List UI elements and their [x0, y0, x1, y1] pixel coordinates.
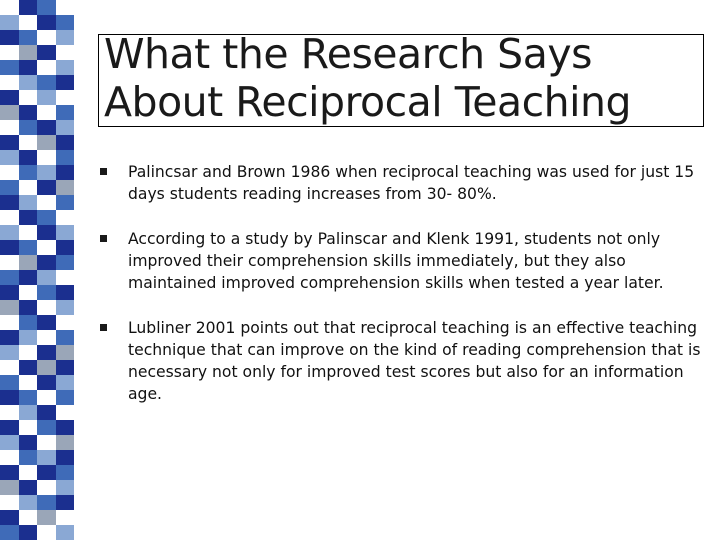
stripe-tile [37, 465, 56, 480]
stripe-tile [56, 0, 75, 15]
stripe-tile [37, 15, 56, 30]
stripe-tile [19, 435, 38, 450]
stripe-row [0, 150, 74, 165]
stripe-tile [37, 0, 56, 15]
stripe-row [0, 390, 74, 405]
stripe-tile [56, 165, 75, 180]
stripe-tile [0, 75, 19, 90]
stripe-row [0, 360, 74, 375]
stripe-tile [56, 510, 75, 525]
stripe-tile [0, 165, 19, 180]
stripe-row [0, 90, 74, 105]
stripe-tile [19, 360, 38, 375]
stripe-tile [37, 195, 56, 210]
stripe-row [0, 240, 74, 255]
stripe-tile [19, 30, 38, 45]
stripe-tile [0, 375, 19, 390]
bullet-item [96, 317, 706, 405]
stripe-row [0, 15, 74, 30]
stripe-tile [56, 285, 75, 300]
stripe-tile [37, 105, 56, 120]
stripe-tile [0, 420, 19, 435]
stripe-row [0, 60, 74, 75]
stripe-row [0, 315, 74, 330]
stripe-tile [19, 0, 38, 15]
stripe-tile [19, 225, 38, 240]
stripe-tile [37, 450, 56, 465]
stripe-tile [37, 150, 56, 165]
stripe-tile [56, 315, 75, 330]
stripe-tile [37, 405, 56, 420]
stripe-tile [19, 135, 38, 150]
stripe-tile [0, 465, 19, 480]
stripe-row [0, 420, 74, 435]
stripe-tile [56, 345, 75, 360]
bullet-text: According to a study by Palinscar and Klenk 1991, students not only improved their comprehension skills immediately, but they also maintained improved comprehension skills when tested a year later. [128, 230, 664, 292]
stripe-tile [37, 315, 56, 330]
stripe-tile [19, 330, 38, 345]
stripe-tile [0, 135, 19, 150]
stripe-tile [56, 105, 75, 120]
stripe-tile [56, 240, 75, 255]
stripe-tile [37, 300, 56, 315]
stripe-tile [56, 465, 75, 480]
stripe-tile [56, 60, 75, 75]
stripe-tile [56, 375, 75, 390]
title-underline [98, 126, 704, 127]
square-bullet-icon [100, 324, 107, 331]
stripe-tile [56, 210, 75, 225]
stripe-tile [19, 210, 38, 225]
stripe-tile [19, 270, 38, 285]
stripe-tile [56, 225, 75, 240]
stripe-tile [0, 480, 19, 495]
stripe-tile [56, 495, 75, 510]
stripe-tile [19, 60, 38, 75]
stripe-tile [19, 240, 38, 255]
stripe-row [0, 330, 74, 345]
stripe-row [0, 495, 74, 510]
stripe-tile [37, 165, 56, 180]
stripe-tile [0, 345, 19, 360]
stripe-tile [19, 195, 38, 210]
slide-title [104, 30, 704, 126]
stripe-tile [56, 255, 75, 270]
stripe-tile [19, 105, 38, 120]
stripe-tile [56, 450, 75, 465]
stripe-row [0, 450, 74, 465]
stripe-row [0, 525, 74, 540]
square-bullet-icon [100, 168, 107, 175]
stripe-tile [56, 360, 75, 375]
stripe-tile [37, 510, 56, 525]
stripe-tile [19, 285, 38, 300]
stripe-tile [56, 180, 75, 195]
stripe-tile [56, 15, 75, 30]
stripe-tile [56, 195, 75, 210]
stripe-tile [19, 180, 38, 195]
stripe-tile [0, 435, 19, 450]
slide-title-line-1: What the Research Says [104, 30, 592, 78]
stripe-tile [37, 330, 56, 345]
stripe-tile [37, 60, 56, 75]
stripe-row [0, 225, 74, 240]
stripe-tile [56, 420, 75, 435]
stripe-tile [56, 135, 75, 150]
stripe-row [0, 0, 74, 15]
stripe-row [0, 120, 74, 135]
stripe-tile [37, 525, 56, 540]
stripe-tile [37, 90, 56, 105]
stripe-tile [37, 270, 56, 285]
stripe-row [0, 255, 74, 270]
stripe-row [0, 210, 74, 225]
bullet-item [96, 161, 706, 205]
stripe-row [0, 45, 74, 60]
stripe-tile [37, 375, 56, 390]
stripe-tile [0, 270, 19, 285]
stripe-tile [0, 285, 19, 300]
stripe-tile [19, 15, 38, 30]
stripe-row [0, 180, 74, 195]
stripe-row [0, 405, 74, 420]
stripe-tile [19, 375, 38, 390]
decorative-stripe [0, 0, 74, 540]
stripe-tile [56, 480, 75, 495]
stripe-tile [0, 120, 19, 135]
stripe-tile [56, 30, 75, 45]
stripe-row [0, 195, 74, 210]
stripe-tile [0, 15, 19, 30]
stripe-tile [19, 480, 38, 495]
stripe-row [0, 345, 74, 360]
stripe-row [0, 300, 74, 315]
stripe-row [0, 375, 74, 390]
stripe-tile [37, 120, 56, 135]
stripe-tile [56, 405, 75, 420]
stripe-tile [0, 405, 19, 420]
stripe-tile [0, 525, 19, 540]
stripe-tile [0, 315, 19, 330]
stripe-tile [0, 150, 19, 165]
stripe-tile [0, 30, 19, 45]
stripe-tile [0, 210, 19, 225]
stripe-row [0, 30, 74, 45]
stripe-tile [19, 345, 38, 360]
stripe-tile [0, 330, 19, 345]
slide-title-line-2: About Reciprocal Teaching [104, 78, 632, 126]
stripe-row [0, 285, 74, 300]
stripe-tile [56, 390, 75, 405]
square-bullet-icon [100, 235, 107, 242]
stripe-row [0, 480, 74, 495]
stripe-tile [19, 150, 38, 165]
stripe-tile [37, 285, 56, 300]
stripe-tile [0, 450, 19, 465]
stripe-tile [0, 195, 19, 210]
stripe-tile [37, 225, 56, 240]
stripe-tile [0, 390, 19, 405]
stripe-tile [19, 45, 38, 60]
stripe-tile [37, 360, 56, 375]
stripe-tile [56, 150, 75, 165]
stripe-tile [37, 435, 56, 450]
stripe-tile [37, 480, 56, 495]
stripe-tile [56, 270, 75, 285]
stripe-row [0, 270, 74, 285]
stripe-tile [56, 300, 75, 315]
stripe-tile [37, 135, 56, 150]
stripe-tile [37, 45, 56, 60]
stripe-tile [56, 120, 75, 135]
stripe-row [0, 510, 74, 525]
stripe-tile [19, 255, 38, 270]
stripe-tile [0, 225, 19, 240]
stripe-tile [19, 420, 38, 435]
stripe-tile [0, 45, 19, 60]
stripe-tile [0, 105, 19, 120]
stripe-tile [19, 315, 38, 330]
stripe-tile [0, 240, 19, 255]
stripe-tile [56, 330, 75, 345]
stripe-tile [19, 90, 38, 105]
stripe-tile [19, 450, 38, 465]
stripe-tile [0, 90, 19, 105]
stripe-tile [37, 75, 56, 90]
stripe-tile [37, 240, 56, 255]
stripe-tile [56, 45, 75, 60]
stripe-row [0, 435, 74, 450]
stripe-tile [19, 120, 38, 135]
stripe-tile [19, 465, 38, 480]
stripe-tile [0, 495, 19, 510]
stripe-tile [19, 510, 38, 525]
stripe-tile [56, 90, 75, 105]
stripe-tile [37, 345, 56, 360]
stripe-row [0, 75, 74, 90]
stripe-tile [37, 30, 56, 45]
bullet-text: Lubliner 2001 points out that reciprocal teaching is an effective teaching technique that can improve on the kind of reading comprehension that is necessary not only for improved test scores but also for an information age. [128, 319, 701, 403]
stripe-row [0, 135, 74, 150]
stripe-tile [19, 495, 38, 510]
stripe-tile [19, 405, 38, 420]
stripe-tile [37, 210, 56, 225]
stripe-tile [0, 60, 19, 75]
stripe-tile [0, 300, 19, 315]
stripe-tile [19, 165, 38, 180]
stripe-tile [0, 0, 19, 15]
stripe-row [0, 465, 74, 480]
bullet-text: Palincsar and Brown 1986 when reciprocal teaching was used for just 15 days students reading increases from 30- 80%. [128, 163, 695, 203]
stripe-tile [37, 390, 56, 405]
stripe-tile [0, 255, 19, 270]
stripe-tile [19, 390, 38, 405]
stripe-tile [56, 525, 75, 540]
stripe-tile [37, 420, 56, 435]
stripe-tile [56, 75, 75, 90]
stripe-tile [0, 180, 19, 195]
stripe-tile [19, 525, 38, 540]
bullet-list [96, 161, 706, 428]
stripe-tile [0, 360, 19, 375]
stripe-row [0, 165, 74, 180]
stripe-tile [56, 435, 75, 450]
stripe-tile [37, 255, 56, 270]
stripe-tile [19, 300, 38, 315]
stripe-tile [19, 75, 38, 90]
stripe-row [0, 105, 74, 120]
stripe-tile [37, 495, 56, 510]
bullet-item [96, 228, 706, 294]
stripe-tile [37, 180, 56, 195]
stripe-tile [0, 510, 19, 525]
